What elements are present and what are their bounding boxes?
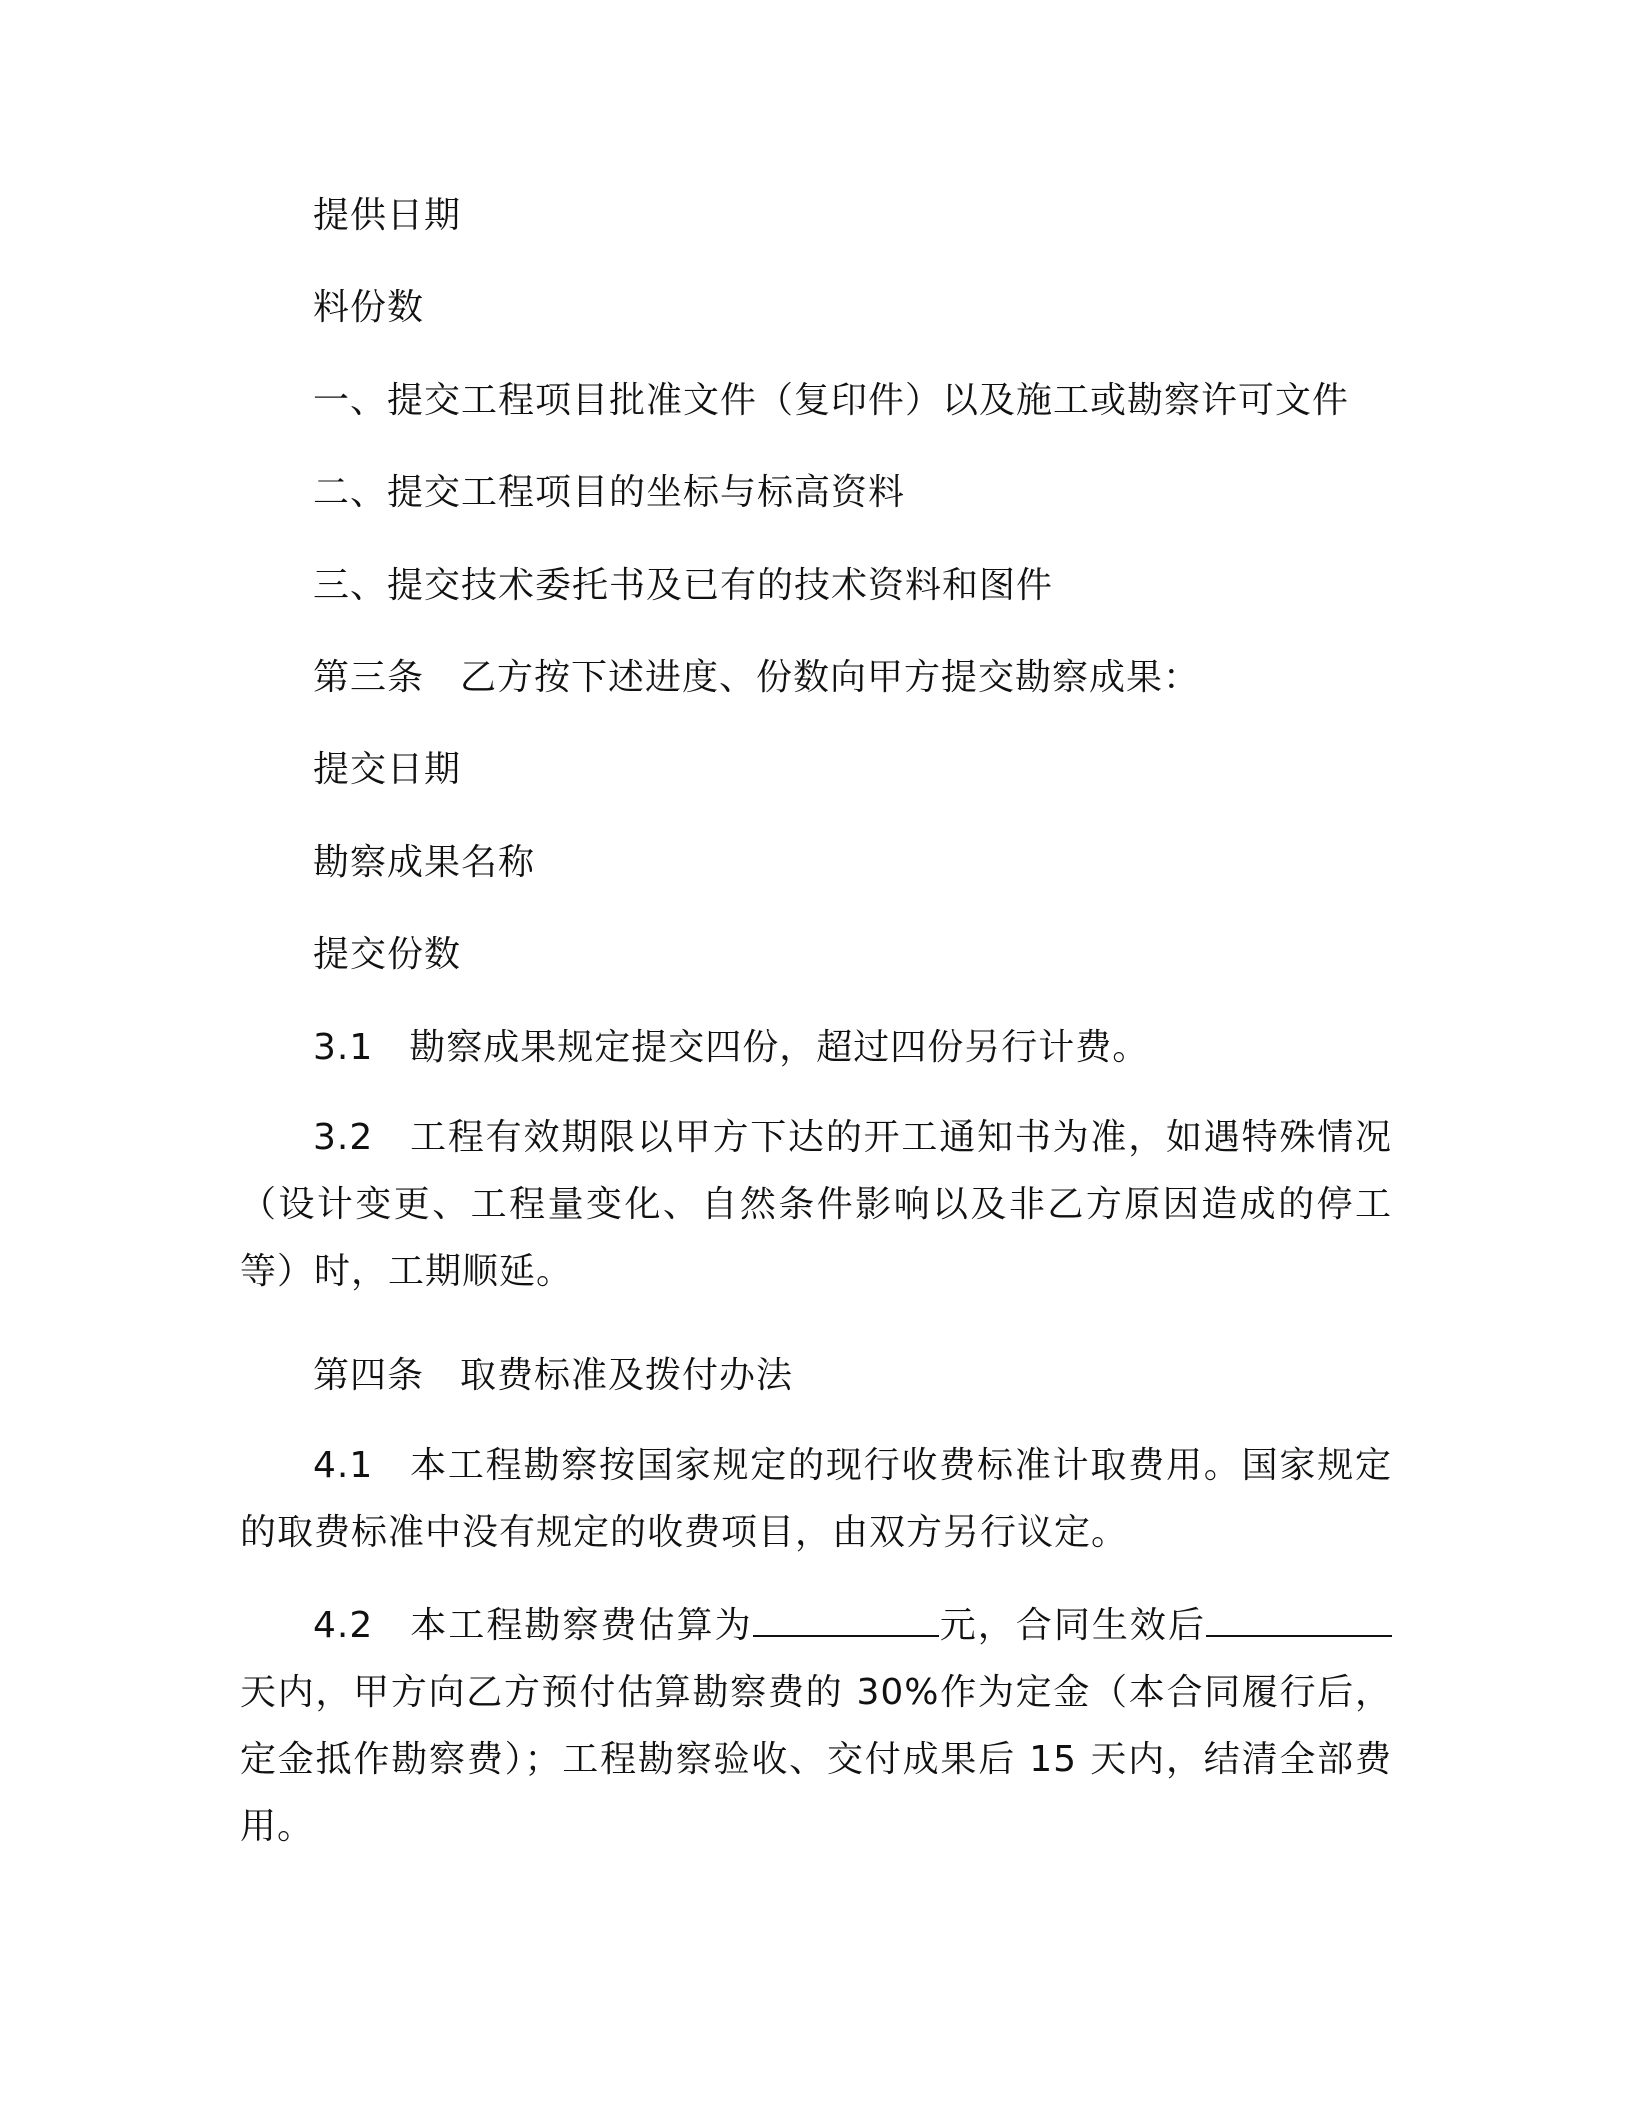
clause-3-1-number: 3.1 — [313, 1027, 374, 1068]
clause-4-2-part1: 本工程勘察费估算为 — [409, 1605, 753, 1646]
clause-4-2-part2: 元，合同生效后 — [938, 1605, 1206, 1646]
clause-4-2-part3: 天内，甲方向乙方预付估算勘察费的 30%作为定金（本合同履行后，定金抵作勘察费）；工程勘察验收、交付成果后 15 天内，结清全部费用。 — [240, 1672, 1392, 1847]
result-name-line: 勘察成果名称 — [313, 842, 536, 883]
article-4-heading — [313, 1356, 1465, 1396]
clause-3-1 — [313, 1028, 1465, 1068]
item-1-line: 一、提交工程项目批准文件（复印件）以及施工或勘察许可文件 — [313, 380, 1350, 421]
provide-date-line: 提供日期 — [313, 195, 462, 236]
copies-line: 料份数 — [313, 287, 425, 328]
clause-4-2 — [240, 1592, 1392, 1860]
clause-4-2-number: 4.2 — [313, 1605, 374, 1646]
clause-4-1-number: 4.1 — [313, 1445, 374, 1486]
fee-estimate-blank[interactable] — [753, 1605, 939, 1637]
item-3-line: 三、提交技术委托书及已有的技术资料和图件 — [313, 565, 1054, 606]
clause-3-1-text: 勘察成果规定提交四份，超过四份另行计费。 — [409, 1027, 1150, 1068]
article-4-text: 取费标准及拨付办法 — [460, 1355, 794, 1396]
item-2-line: 二、提交工程项目的坐标与标高资料 — [313, 472, 906, 513]
article-3-heading — [313, 658, 1465, 698]
clause-4-1 — [240, 1432, 1392, 1566]
clause-3-2-text: 工程有效期限以甲方下达的开工通知书为准，如遇特殊情况（设计变更、工程量变化、自然条件影响以及非乙方原因造成的停工等）时，工期顺延。 — [240, 1117, 1392, 1292]
clause-4-1-text: 本工程勘察按国家规定的现行收费标准计取费用。国家规定的取费标准中没有规定的收费项目，由双方另行议定。 — [240, 1445, 1392, 1553]
clause-3-2-number: 3.2 — [313, 1117, 374, 1158]
article-4-label: 第四条 — [313, 1355, 425, 1396]
submit-date-line: 提交日期 — [313, 749, 462, 790]
clause-3-2 — [240, 1104, 1392, 1305]
days-blank[interactable] — [1206, 1605, 1392, 1637]
article-3-label: 第三条 — [313, 657, 425, 698]
submit-copies-line: 提交份数 — [313, 934, 462, 975]
article-3-text: 乙方按下述进度、份数向甲方提交勘察成果： — [460, 657, 1201, 698]
